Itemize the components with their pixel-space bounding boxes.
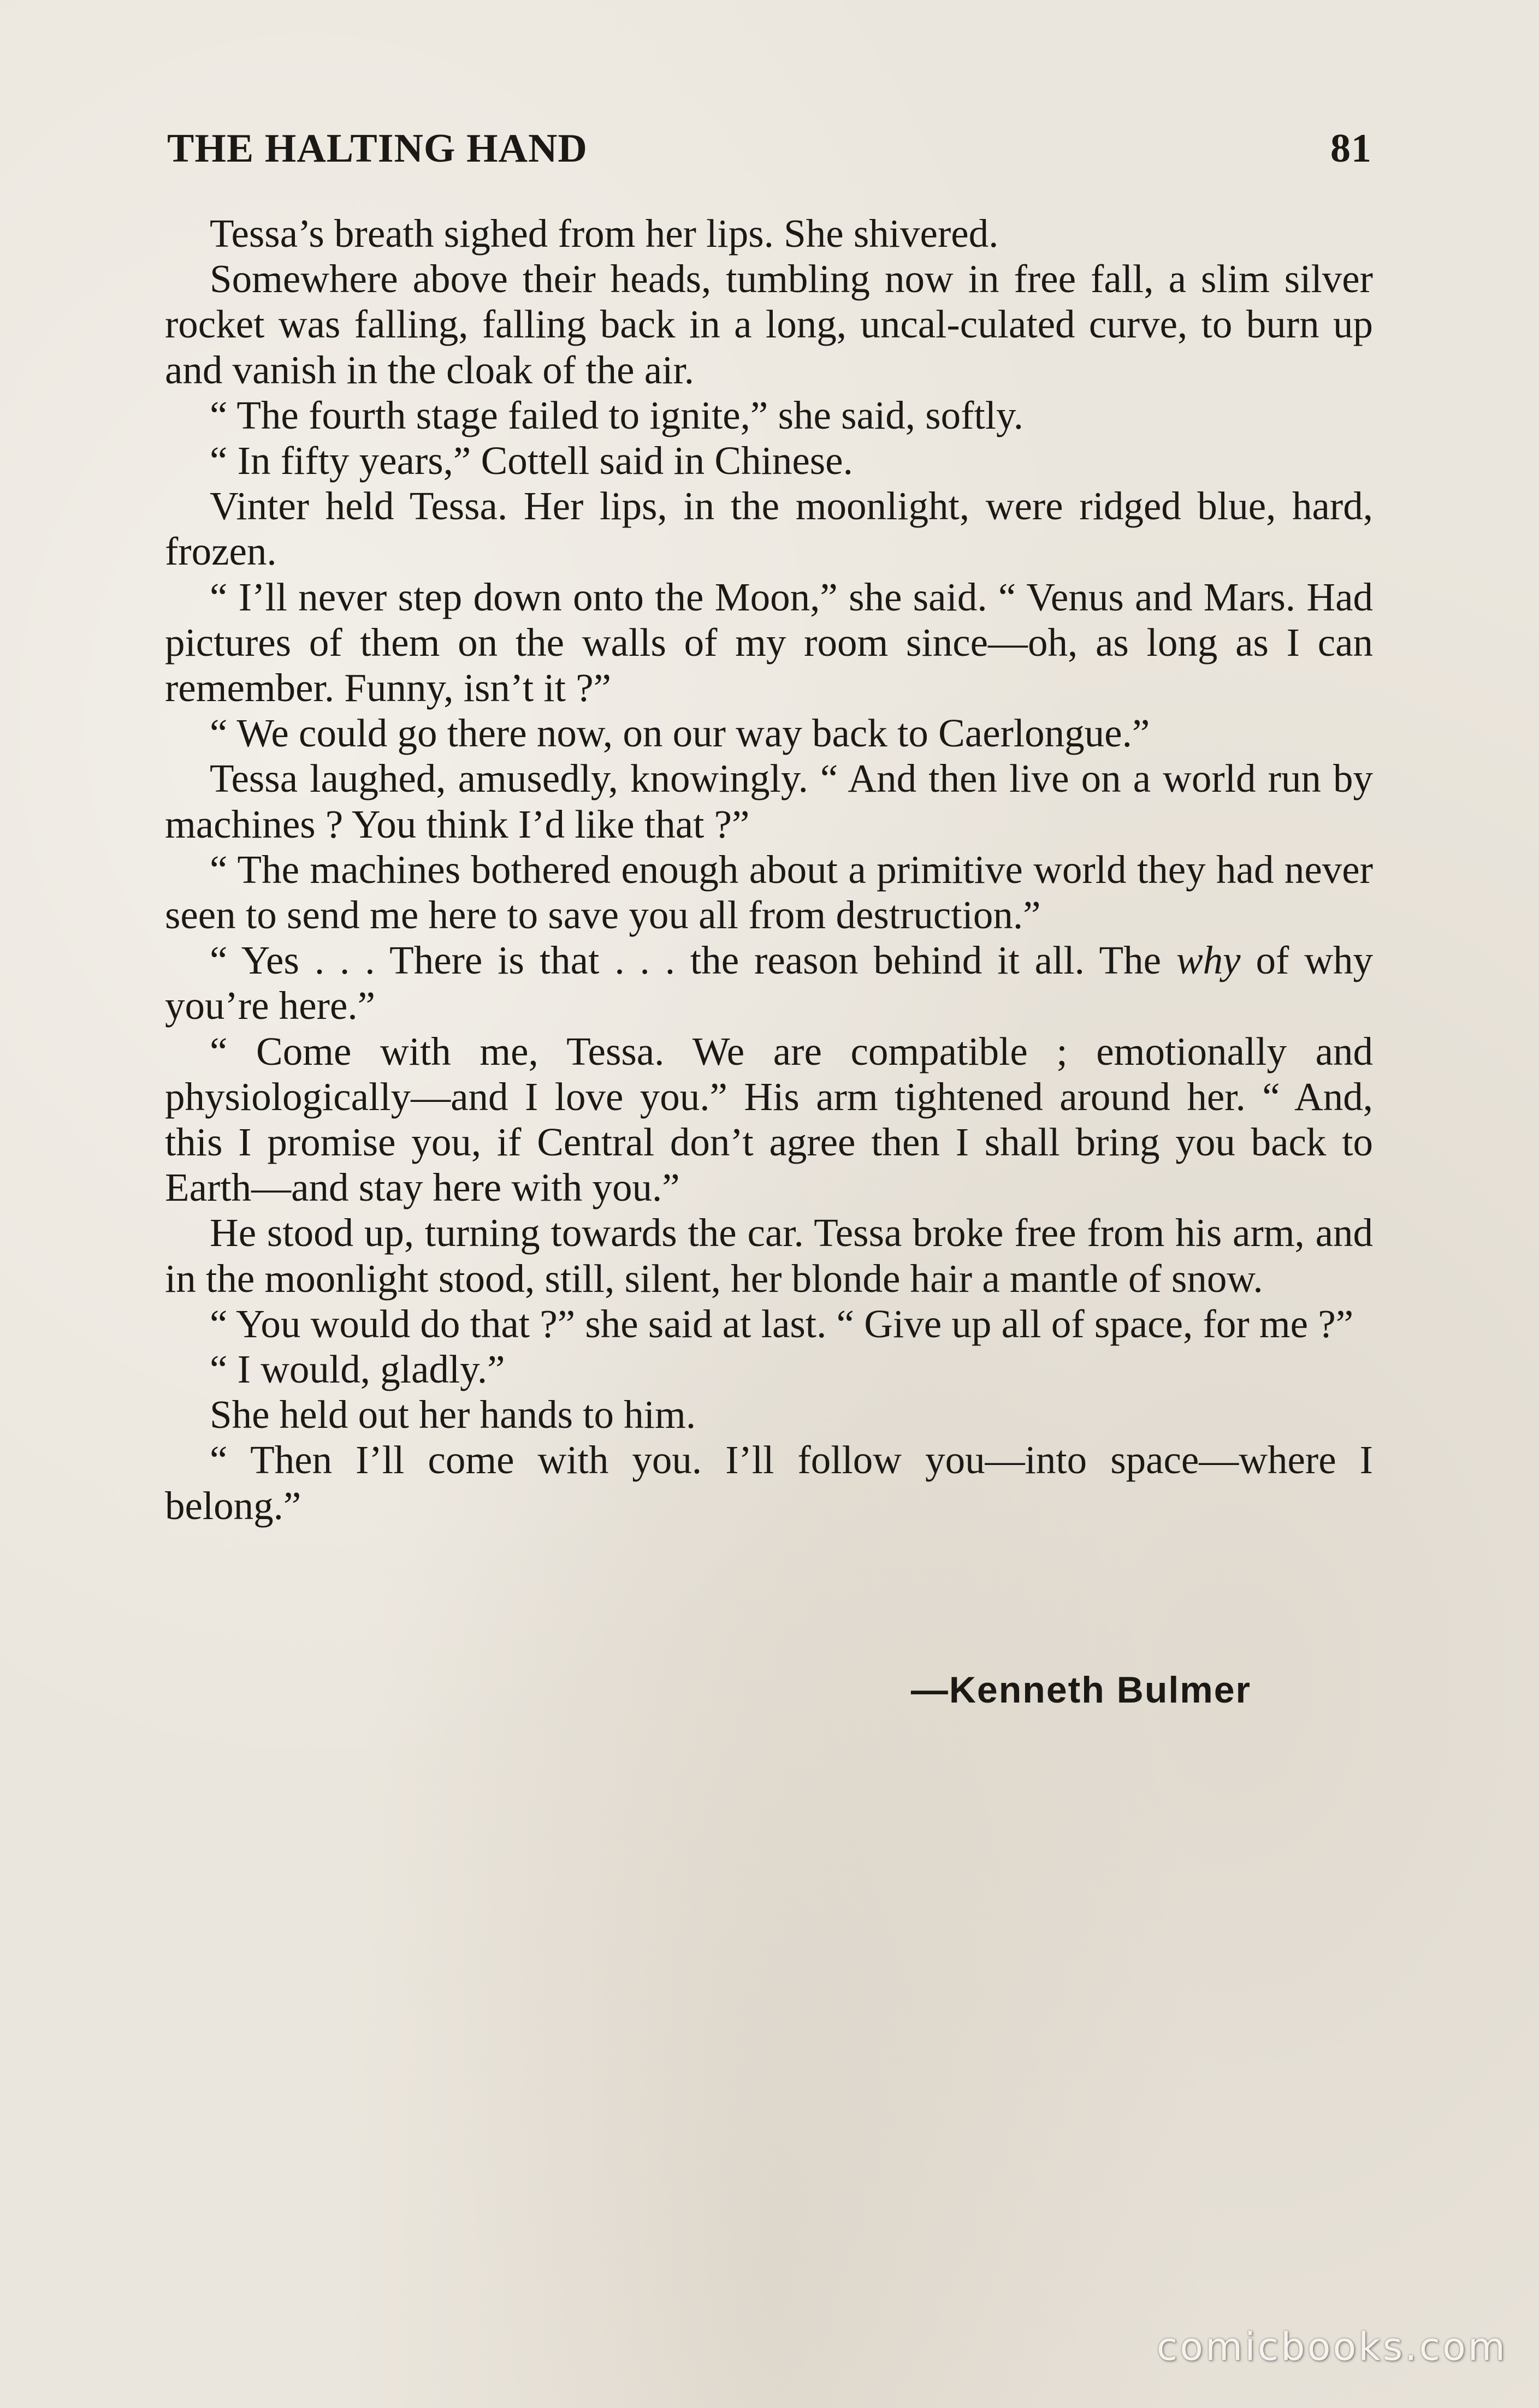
author-byline: —Kenneth Bulmer <box>910 1669 1251 1711</box>
running-head-title: THE HALTING HAND <box>167 126 588 171</box>
running-head <box>167 121 1372 176</box>
paragraph: Tessa laughed, amusedly, knowingly. “ And then live on a world run by machines ? You think I’d like that ?” <box>165 756 1373 846</box>
page-number: 81 <box>1330 126 1372 171</box>
paragraph: “ We could go there now, on our way back to Caerlongue.” <box>210 711 1150 756</box>
paragraph: “ I would, gladly.” <box>210 1347 505 1392</box>
paragraph: Vinter held Tessa. Her lips, in the moonlight, were ridged blue, hard, frozen. <box>165 484 1373 574</box>
paragraph: “ Then I’ll come with you. I’ll follow you—into space—where I belong.” <box>165 1438 1373 1528</box>
body-text <box>165 211 1373 1528</box>
paragraph: “ Come with me, Tessa. We are compatible ; emotionally and physiologically—and I love you.” His arm tightened around her. “ And, this I promise you, if Central don’t agree then I shall bring you back to Earth—and stay here with you.” <box>165 1029 1373 1210</box>
italic-emphasis: why <box>1176 938 1241 983</box>
paragraph: “ I’ll never step down onto the Moon,” she said. “ Venus and Mars. Had pictures of them on the walls of my room since—oh, as long as I can remember. Funny, isn’t it ?” <box>165 574 1373 710</box>
paragraph: Somewhere above their heads, tumbling now in free fall, a slim silver rocket was falling, falling back in a long, uncal-culated curve, to burn up and vanish in the cloak of the air. <box>165 257 1373 392</box>
paragraph: Tessa’s breath sighed from her lips. She shivered. <box>210 211 999 256</box>
paragraph: “ Yes . . . There is that . . . the reason behind it all. The why of why you’re here.” <box>165 938 1373 1028</box>
watermark: comicbooks.com <box>1156 2324 1507 2369</box>
paragraph: He stood up, turning towards the car. Tessa broke free from his arm, and in the moonlight stood, still, silent, her blonde hair a mantle of snow. <box>165 1211 1373 1301</box>
paragraph: “ The fourth stage failed to ignite,” she said, softly. <box>210 393 1024 437</box>
paragraph: She held out her hands to him. <box>210 1392 696 1437</box>
paragraph: “ You would do that ?” she said at last. “ Give up all of space, for me ?” <box>210 1301 1354 1346</box>
paragraph: “ In fifty years,” Cottell said in Chinese. <box>210 438 853 483</box>
paragraph: “ The machines bothered enough about a primitive world they had never seen to send me here to save you all from destruction.” <box>165 847 1373 938</box>
